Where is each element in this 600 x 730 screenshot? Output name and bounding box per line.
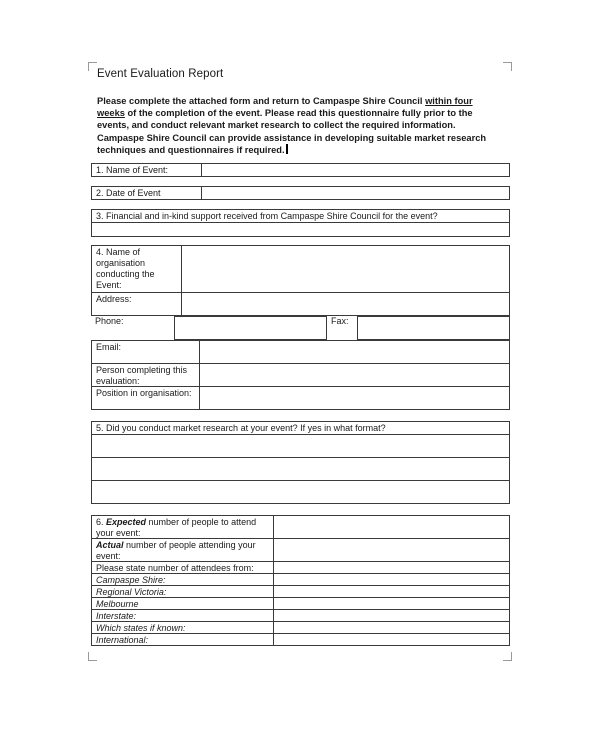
q6-state-label: Please state number of attendees from: xyxy=(96,563,254,573)
crop-mark-bottom-left xyxy=(88,652,97,661)
q4-email-field[interactable] xyxy=(199,340,510,364)
q4-address-label: Address: xyxy=(96,294,132,304)
q4-person-label: Person completing this evaluation: xyxy=(96,365,188,386)
intro-text-2: of the completion of the event. Please read this questionnaire fully prior to the events, and conduct relevant market research to collect the required information. Campaspe Shire Council can provide assistance in developing suitable market research techniques and questionnaires if required. xyxy=(97,108,487,155)
q5-answer-line-1[interactable] xyxy=(91,434,510,458)
q2-label-cell xyxy=(91,186,202,200)
q6-actual-field[interactable] xyxy=(273,538,510,562)
q6-expected-label-cell xyxy=(91,515,274,539)
intro-deadline: within four weeks xyxy=(97,96,473,119)
crop-mark-top-left xyxy=(88,62,97,71)
q4-address-label-cell xyxy=(91,292,182,316)
q4-fax-field[interactable] xyxy=(357,316,510,340)
q4-email-label: Email: xyxy=(96,342,122,352)
q4-org-name-field[interactable] xyxy=(181,245,510,293)
q5-answer-line-3[interactable] xyxy=(91,480,510,504)
q6-expected-bold: Expected xyxy=(106,517,147,527)
q1-label-cell xyxy=(91,163,202,177)
q4-fax-label: Fax: xyxy=(331,316,349,326)
q6-row-label: Regional Victoria: xyxy=(96,587,167,597)
text-cursor xyxy=(286,144,288,154)
crop-mark-top-right xyxy=(503,62,512,71)
q1-event-name-field[interactable] xyxy=(201,163,510,177)
q6-row-label: Interstate: xyxy=(96,611,137,621)
q5-answer-line-2[interactable] xyxy=(91,457,510,481)
q3-label-cell xyxy=(91,209,510,223)
q6-number: 6. xyxy=(96,517,107,527)
intro-paragraph xyxy=(97,95,502,156)
q6-expected-suffix: number of people to attend your event: xyxy=(96,517,257,538)
q6-row-label: International: xyxy=(96,635,149,645)
q4-person-field[interactable] xyxy=(199,363,510,387)
q4-position-label-cell xyxy=(91,386,200,410)
q4-phone-label: Phone: xyxy=(95,316,124,326)
q4-person-label-cell xyxy=(91,363,200,387)
q6-row-label: Melbourne xyxy=(96,599,139,609)
q6-international-field[interactable] xyxy=(273,633,510,646)
q4-email-label-cell xyxy=(91,340,200,364)
q1-label: 1. Name of Event: xyxy=(96,165,169,175)
q6-actual-bold: Actual xyxy=(96,540,124,550)
q6-row-label: Campaspe Shire: xyxy=(96,575,166,585)
q5-label-cell xyxy=(91,421,510,435)
q4-phone-field[interactable] xyxy=(174,316,327,340)
q5-label: 5. Did you conduct market research at your event? If yes in what format? xyxy=(96,423,386,433)
q3-label: 3. Financial and in-kind support received from Campaspe Shire Council for the event? xyxy=(96,211,438,221)
q6-row-label: Which states if known: xyxy=(96,623,186,633)
q6-actual-suffix: number of people attending your event: xyxy=(96,540,256,561)
q4-org-label-cell xyxy=(91,245,182,293)
intro-text-1: Please complete the attached form and return to Campaspe Shire Council xyxy=(97,96,426,106)
q4-phone-label-cell xyxy=(91,315,175,339)
q4-address-field[interactable] xyxy=(181,292,510,316)
q4-position-label: Position in organisation: xyxy=(96,388,192,398)
q4-position-field[interactable] xyxy=(199,386,510,410)
q6-actual-label-cell xyxy=(91,538,274,562)
q4-org-label: 4. Name of organisation conducting the Event: xyxy=(96,247,155,290)
q2-label: 2. Date of Event xyxy=(96,188,161,198)
crop-mark-bottom-right xyxy=(503,652,512,661)
document-title: Event Evaluation Report xyxy=(97,68,224,80)
q3-support-field[interactable] xyxy=(91,222,510,237)
q6-row-label-cell xyxy=(91,633,274,646)
q2-event-date-field[interactable] xyxy=(201,186,510,200)
q4-fax-label-cell xyxy=(327,315,358,339)
q6-expected-field[interactable] xyxy=(273,515,510,539)
